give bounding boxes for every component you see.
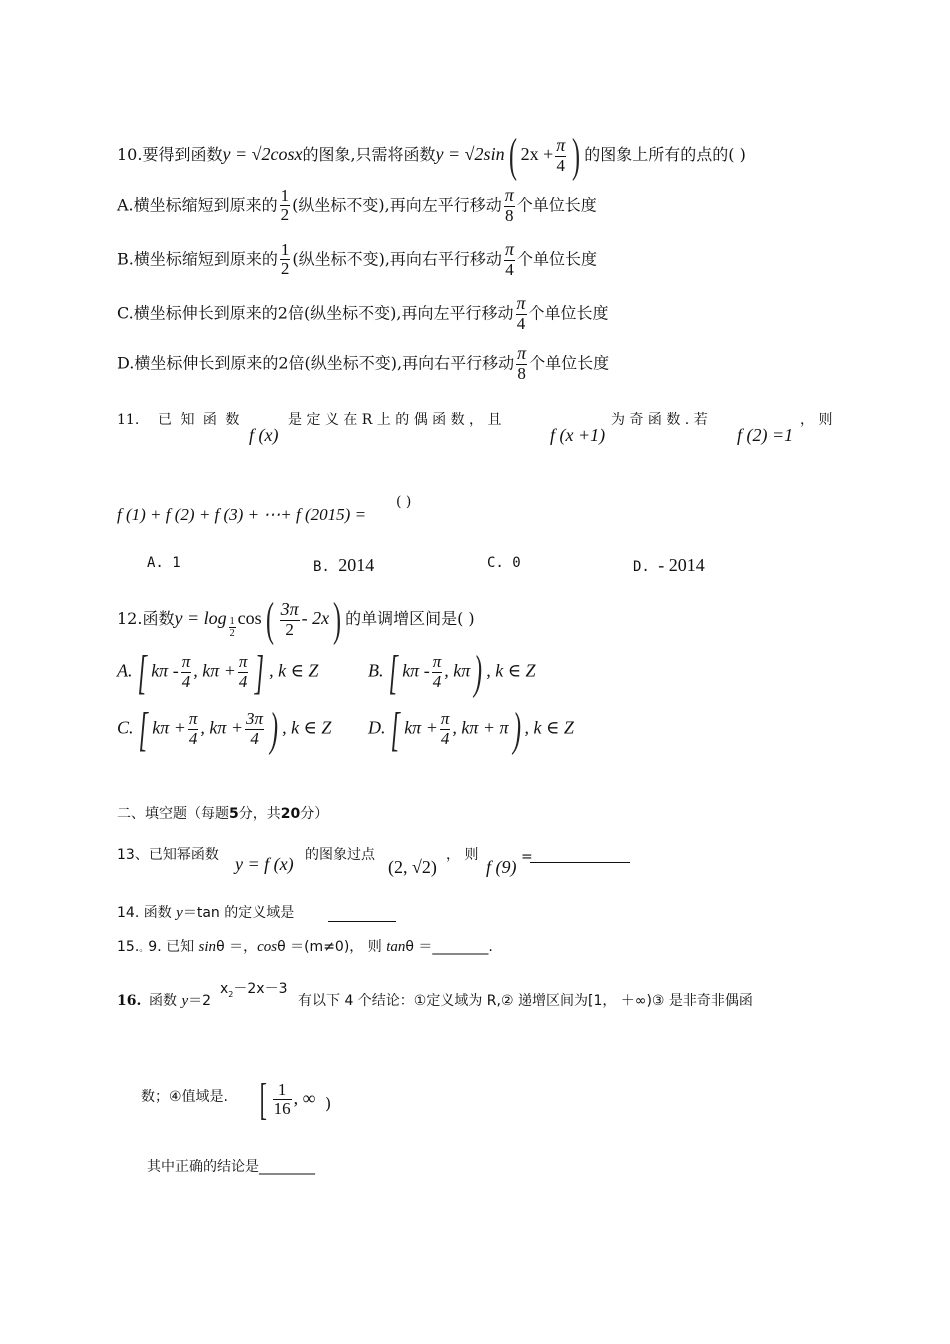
q10-option-b: B.横坐标缩短到原来的 $\frac{1}{2}$ (纵坐标不变),再向右平行移动 $\frac{\pi}{4}$ 个单位长度 [117,239,597,279]
q13-prefix: 13、已知幂函数 [117,847,219,863]
q10-left-paren: ( [508,129,517,182]
q11-sum: f (1) + f (2) + f (3) + ⋯+ f (2015) = [117,505,367,524]
q12-log: y = log [174,608,227,629]
q10-pi-over-4: $\frac{\pi}{4}$ [556,134,566,175]
q10-prefix: 10.要得到函数 [117,145,223,165]
q11-f-x-plus-1: f (x +1) [550,425,606,445]
q11-option-d: D. - 2014 [633,555,705,575]
q11-f-2-eq-1: f (2) =1 [737,425,794,445]
q10-option-d: D.横坐标伸长到原来的2倍(纵坐标不变),再向右平行移动 $\frac{\pi}{8}$ 个单位长度 [117,343,610,383]
q16-text-4: 其中正确的结论是________ [147,1159,315,1175]
q11-text-2: 是 定 义 在 R 上 的 偶 函 数 ， 且 [288,412,502,428]
q11-f-x: f (x) [249,425,279,445]
q11-text-4: ， 则 [800,412,833,428]
q11-num: 11. [117,412,140,428]
q13-y-f-x: y = f (x) [235,854,294,874]
q10-mid: 的图象,只需将函数 [302,145,436,165]
q14-stem: 14. 函数 y＝tan 的定义域是 [117,905,295,921]
section-2-title: 二、填空题（每题5分，共20分） [117,806,329,822]
q13-answer-blank[interactable] [530,861,630,863]
q10-stem [117,129,746,182]
q10-right-paren: ) [572,129,581,182]
q10-b-shift-frac: $\frac{\pi}{4}$ [504,239,514,279]
q11-text-3: 为 奇 函 数 . 若 [611,412,708,428]
q10-formula-2a: y = √2sin [435,144,505,165]
q10-b-scale-frac: $\frac{1}{2}$ [280,239,290,279]
q13-then: ， 则 [446,847,479,863]
q10-a-shift-frac: $\frac{\pi}{8}$ [504,185,514,225]
q13-eq: = [521,849,533,865]
q10-option-a: A.横坐标缩短到原来的 $\frac{1}{2}$ (纵坐标不变),再向左平行移动 $\frac{\pi}{8}$ 个单位长度 [117,185,597,225]
q10-d-shift-frac: $\frac{\pi}{8}$ [517,343,527,383]
q11-option-b: B. 2014 [313,555,375,575]
q10-c-shift-frac: $\frac{\pi}{4}$ [516,293,526,333]
q13-point: (2, √2) [388,857,437,877]
q16-range: [ $\frac{1}{16}$ , ∞ [259,1075,316,1124]
q16-close-paren: ) [325,1094,332,1113]
q12-stem: 12.函数y = log $\frac{1}{2}$ cos( $\frac{3\pi}{2}$ - 2x) 的单调增区间是( ) [117,593,475,646]
q10-option-c: C.横坐标伸长到原来的2倍(纵坐标不变),再向左平行移动 $\frac{\pi}{4}$ 个单位长度 [117,293,609,333]
q12-log-base: $\frac{1}{2}$ [229,616,235,640]
q11-paren: ( ) [396,494,412,510]
q11-text-1: 已 知 函 数 [158,412,242,428]
q12-option-b: B.[ kπ - $\frac{\pi}{4}$ , kπ) , k ∈ Z [368,646,536,699]
q13-mid: 的图象过点 [305,847,375,863]
q10-formula-2b: 2x + [520,144,554,165]
q12-option-d: D.[ kπ + $\frac{\pi}{4}$ , kπ + π) , k ∈ Z [368,703,574,756]
q16-func: 函数 y＝2 [149,993,212,1009]
q12-option-c: C.[ kπ + $\frac{\pi}{4}$ , kπ + $\frac{3\pi}{4}$ ) , k ∈ Z [117,703,332,756]
q11-option-c: C. 0 [487,555,521,571]
q16-num: 16. [117,993,142,1009]
q13-f9: f (9) [486,857,517,877]
q11-option-a: A. 1 [147,555,181,571]
q14-answer-blank[interactable] [328,920,396,922]
q10-formula-1: y = √2cosx [222,144,303,165]
q10-a-scale-frac: $\frac{1}{2}$ [280,185,290,225]
q16-text-2: 有以下 4 个结论：①定义域为 R,② 递增区间为[1， ＋∞)③ 是非奇非偶函 [298,993,753,1009]
q10-suffix: 的图象上所有的点的( ) [584,145,746,165]
q15-stem: 15.。9. 已知 sinθ ＝，cosθ ＝(m≠0)， 则 tanθ ＝________. [117,939,493,955]
q12-option-a: A.[ kπ - $\frac{\pi}{4}$ , kπ + $\frac{\pi}{4}$ ] , k ∈ Z [117,646,319,699]
q16-text-3: 数；④值域是. [141,1089,229,1105]
q16-exponent: $x_2-2x-3$ [220,981,288,999]
q12-3pi-over-2: $\frac{3\pi}{2}$ [280,598,299,639]
